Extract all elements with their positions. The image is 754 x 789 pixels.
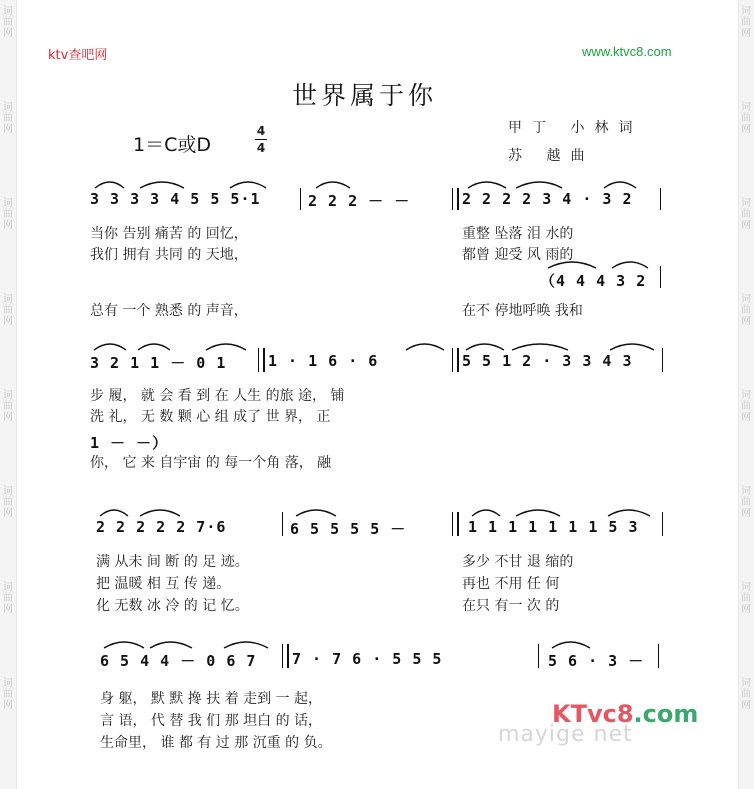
lyric-s3-v2a: 把 温暖 相 互 传 递。: [96, 576, 231, 592]
lyric-s4-v2: 言 语， 代 替 我 们 那 坦白 的 话，: [100, 713, 323, 729]
lyric-s3-v1b: 多少 不甘 退 缩的: [462, 554, 574, 570]
song-title: 世界属于你: [292, 81, 438, 110]
time-signature-bottom: 4: [256, 141, 266, 155]
notes-s2-m3: 5 5 1 2 · 3 3 4 3: [462, 352, 633, 370]
lyric-s4-v3: 生命里， 谁 都 有 过 那 沉重 的 负。: [100, 735, 332, 751]
side-watermark-text: 词 曲 网: [741, 678, 751, 711]
time-signature-top: 4: [256, 124, 266, 138]
lyric-s3-v1a: 满 从未 间 断 的 足 迹。: [96, 554, 249, 570]
notes-s3-m2: 6 5 5 5 5 －: [290, 520, 407, 538]
lyric-s3-v2b: 再也 不用 任 何: [462, 576, 560, 592]
ktv-logo: [552, 700, 698, 728]
lyricist-credit: 甲丁 小林词: [508, 120, 643, 136]
side-watermark-text: 词 曲 网: [741, 390, 751, 423]
lyric-s3-v3a: 化 无数 冰 冷 的 记 忆。: [96, 598, 249, 614]
lyric-s3-v3b: 在只 有一 次 的: [462, 598, 560, 614]
side-watermark-text: 词 曲 网: [741, 102, 751, 135]
notes-s2-m2: 1 · 1 6 · 6: [268, 352, 379, 370]
notes-s4-m1: 6 5 4 4 － 0 6 7: [100, 652, 257, 670]
side-watermark-text: 词 曲 网: [3, 486, 13, 519]
side-watermark-text: 词 曲 网: [741, 6, 751, 39]
notes-s4-m2: 7 · 7 6 · 5 5 5: [292, 650, 443, 668]
side-watermark-text: 词 曲 网: [3, 294, 13, 327]
side-watermark-text: 词 曲 网: [741, 294, 751, 327]
side-watermark-text: 词 曲 网: [3, 102, 13, 135]
side-watermark-text: 词 曲 网: [3, 678, 13, 711]
key-signature: 1＝C或D: [133, 134, 211, 156]
lyric-s2-v2: 洗 礼， 无 数 颗 心 组 成了 世 界， 正: [90, 409, 331, 425]
notes-s4-m3: 5 6 · 3 －: [548, 652, 645, 670]
lyric-s1-v2a: 我们 拥有 共同 的 天地，: [90, 247, 248, 263]
lyric-s2-v3: 你， 它 来 自宇宙 的 每一个角 落， 融: [90, 455, 332, 471]
notes-s1-m3: 2 2 2 2 3 4 · 3 2: [462, 190, 633, 208]
notes-s1-m1: 3 3 3 3 4 5 5 5·1: [90, 190, 261, 208]
lyric-s1-v1a: 当你 告别 痛苦 的 回忆，: [90, 226, 248, 242]
notes-s2-m1: 3 2 1 1 － 0 1: [90, 354, 227, 372]
ktv-logo-prefix: KTvc8: [552, 700, 634, 728]
lyric-s1-v3a: 总有 一个 熟悉 的 声音，: [90, 303, 248, 319]
alt-notes-s1: （4 4 4 3 2: [540, 272, 647, 290]
side-watermark-text: 词 曲 网: [741, 486, 751, 519]
alt-notes-s2: 1 － －）: [90, 434, 169, 452]
notes-s3-m3: 1 1 1 1 1 1 1 5 3: [468, 518, 639, 536]
lyric-s4-v1: 身 躯， 默 默 搀 扶 着 走到 一 起，: [100, 691, 323, 707]
site-watermark-left[interactable]: ktv查吧网: [48, 48, 108, 63]
side-watermark-text: 词 曲 网: [3, 390, 13, 423]
lyric-s1-v1b: 重整 坠落 泪 水的: [462, 226, 574, 242]
lyric-s1-v2b: 都曾 迎受 风 雨的: [462, 247, 574, 263]
side-watermark-text: 词 曲 网: [741, 582, 751, 615]
notes-s1-m2: 2 2 2 － －: [308, 192, 411, 210]
side-watermark-text: 词 曲 网: [3, 582, 13, 615]
ktv-logo-suffix: .com: [633, 700, 699, 728]
side-watermark-text: 词 曲 网: [3, 198, 13, 231]
faint-site-watermark: mayige net: [498, 722, 633, 747]
site-watermark-right[interactable]: www.ktvc8.com: [582, 44, 672, 59]
lyric-s2-v1: 步 履， 就 会 看 到 在 人生 的旅 途， 铺: [90, 388, 345, 404]
side-watermark-text: 词 曲 网: [3, 6, 13, 39]
time-signature: [255, 124, 267, 155]
notes-s3-m1: 2 2 2 2 2 7·6: [96, 518, 227, 536]
lyric-s1-v3b: 在不 停地呼唤 我和: [462, 303, 583, 319]
composer-credit: 苏 越曲: [508, 148, 595, 164]
side-watermark-text: 词 曲 网: [741, 198, 751, 231]
